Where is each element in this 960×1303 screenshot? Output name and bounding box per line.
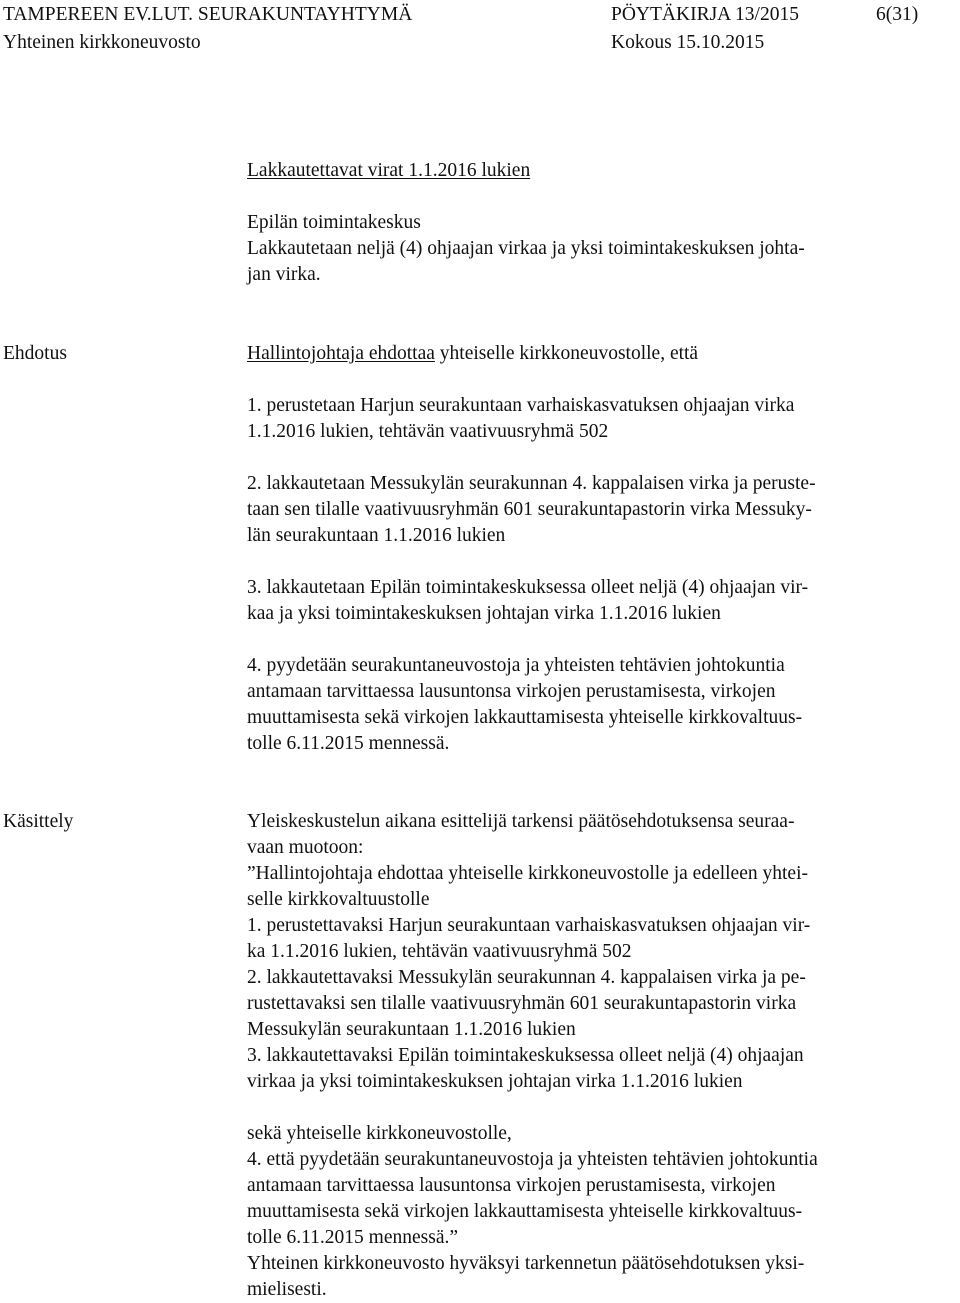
proposal-intro-underlined: Hallintojohtaja ehdottaa	[247, 343, 435, 364]
treatment-label: Käsittely	[3, 811, 74, 832]
treatment-line: sekä yhteiselle kirkkoneuvostolle,	[247, 1123, 512, 1144]
header-body-name: Yhteinen kirkkoneuvosto	[3, 32, 201, 53]
treatment-line: 3. lakkautettavaksi Epilän toimintakeskuksessa olleet neljä (4) ohjaajan	[247, 1045, 804, 1066]
proposal-item-4-line: 4. pyydetään seurakuntaneuvostoja ja yhteisten tehtävien johtokuntia	[247, 655, 785, 676]
treatment-line: vaan muotoon:	[247, 837, 364, 858]
treatment-line: rustettavaksi sen tilalle vaativuusryhmän 601 seurakuntapastorin virka	[247, 993, 797, 1014]
treatment-line: 1. perustettavaksi Harjun seurakuntaan varhaiskasvatuksen ohjaajan vir-	[247, 915, 811, 936]
proposal-label: Ehdotus	[3, 343, 67, 364]
treatment-line: tolle 6.11.2015 mennessä.”	[247, 1227, 459, 1248]
treatment-decision-line: Yhteinen kirkkoneuvosto hyväksyi tarkennetun päätösehdotuksen yksi-	[247, 1253, 805, 1274]
proposal-section	[247, 341, 937, 757]
abolished-text-line: jan virka.	[247, 264, 321, 285]
treatment-line: 4. että pyydetään seurakuntaneuvostoja ja yhteisten tehtävien johtokuntia	[247, 1149, 818, 1170]
proposal-item-2-line: 2. lakkautetaan Messukylän seurakunnan 4. kappalaisen virka ja peruste-	[247, 473, 816, 494]
treatment-section	[247, 809, 937, 1303]
abolished-text-line: Lakkautetaan neljä (4) ohjaajan virkaa ja yksi toimintakeskuksen johta-	[247, 238, 805, 259]
header-document-title: PÖYTÄKIRJA 13/2015	[611, 4, 799, 25]
abolished-posts-section	[247, 158, 937, 288]
treatment-line: antamaan tarvittaessa lausuntonsa virkojen perustamisesta, virkojen	[247, 1175, 776, 1196]
header-organization: TAMPEREEN EV.LUT. SEURAKUNTAYHTYMÄ	[3, 4, 413, 25]
treatment-line: muuttamisesta sekä virkojen lakkauttamisesta yhteiselle kirkkovaltuus-	[247, 1201, 803, 1222]
proposal-item-4-line: muuttamisesta sekä virkojen lakkauttamisesta yhteiselle kirkkovaltuus-	[247, 707, 803, 728]
treatment-line: Yleiskeskustelun aikana esittelijä tarkensi päätösehdotuksensa seuraa-	[247, 811, 795, 832]
proposal-item-2-line: taan sen tilalle vaativuusryhmän 601 seurakuntapastorin virka Messuky-	[247, 499, 812, 520]
abolished-posts-heading: Lakkautettavat virat 1.1.2016 lukien	[247, 160, 531, 181]
proposal-item-3-line: kaa ja yksi toimintakeskuksen johtajan virka 1.1.2016 lukien	[247, 603, 721, 624]
proposal-item-1-line: 1.1.2016 lukien, tehtävän vaativuusryhmä 502	[247, 421, 609, 442]
abolished-unit-name: Epilän toimintakeskus	[247, 212, 421, 233]
proposal-item-4-line: tolle 6.11.2015 mennessä.	[247, 733, 450, 754]
treatment-line: 2. lakkautettavaksi Messukylän seurakunnan 4. kappalaisen virka ja pe-	[247, 967, 806, 988]
proposal-item-3-line: 3. lakkautetaan Epilän toimintakeskuksessa olleet neljä (4) ohjaajan vir-	[247, 577, 809, 598]
header-page-number: 6(31)	[876, 4, 919, 25]
treatment-line: Messukylän seurakuntaan 1.1.2016 lukien	[247, 1019, 576, 1040]
treatment-line: ka 1.1.2016 lukien, tehtävän vaativuusryhmä 502	[247, 941, 632, 962]
treatment-decision-line: mielisesti.	[247, 1279, 327, 1300]
treatment-line: ”Hallintojohtaja ehdottaa yhteiselle kirkkoneuvostolle ja edelleen yhtei-	[247, 863, 808, 884]
treatment-line: virkaa ja yksi toimintakeskuksen johtajan virka 1.1.2016 lukien	[247, 1071, 743, 1092]
proposal-intro	[247, 341, 937, 367]
proposal-item-2-line: län seurakuntaan 1.1.2016 lukien	[247, 525, 506, 546]
proposal-item-1-line: 1. perustetaan Harjun seurakuntaan varhaiskasvatuksen ohjaajan virka	[247, 395, 795, 416]
header-meeting-date: Kokous 15.10.2015	[611, 32, 765, 53]
proposal-item-4-line: antamaan tarvittaessa lausuntonsa virkojen perustamisesta, virkojen	[247, 681, 776, 702]
treatment-line: selle kirkkovaltuustolle	[247, 889, 430, 910]
proposal-intro-rest: yhteiselle kirkkoneuvostolle, että	[434, 343, 699, 364]
